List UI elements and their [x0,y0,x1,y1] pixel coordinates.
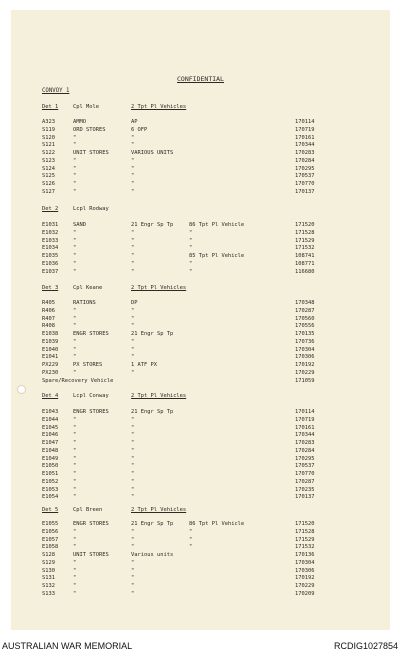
load-cell-c1: S127 [42,188,55,195]
load-row [0,560,401,567]
load-row [0,448,401,455]
load-cell-c5: 170537 [295,173,315,180]
load-cell-c3: " [131,229,135,236]
load-cell-c1: E1056 [42,528,59,535]
load-cell-c2: " [73,253,77,259]
load-cell-c3: " [131,268,135,275]
load-cell-c1: E1039 [42,338,59,345]
load-cell-c1: E1050 [42,463,59,470]
load-cell-c2: " [73,494,77,501]
load-cell-c3: " [131,447,135,454]
load-cell-c3: " [131,471,135,477]
load-cell-c3: " [131,354,135,361]
load-cell-c5: 171532 [295,544,315,551]
load-cell-c1: PX229 [42,362,59,368]
load-row [0,521,401,528]
load-cell-c2: " [73,134,77,141]
detachment-header [0,285,401,292]
load-cell-c5: 170161 [295,134,315,141]
load-cell-c5: 116680 [295,268,315,275]
load-cell-c5: 170229 [295,583,315,589]
load-cell-c5: 171059 [295,377,315,384]
load-cell-c5: 170295 [295,165,315,172]
load-cell-c2: " [73,432,77,439]
load-row [0,354,401,361]
load-cell-c5: 170192 [295,362,315,368]
load-cell-c5: 170348 [295,300,315,306]
load-cell-c5: 170209 [295,590,315,597]
load-row [0,135,401,142]
load-row [0,537,401,544]
load-row [0,425,401,432]
load-cell-c4: " [189,245,193,252]
load-cell-c2: ENGR STORES [73,521,109,527]
load-cell-c3: " [131,536,135,543]
load-row [0,166,401,173]
load-cell-c3: 21 Engr Sp Tp [131,331,174,337]
load-cell-c2: UNIT STORES [73,150,109,156]
load-cell-c2: " [73,528,77,535]
load-cell-c1: E1047 [42,440,59,446]
load-cell-c1: S130 [42,567,55,574]
load-cell-c3: " [131,157,135,164]
load-cell-c3: " [131,165,135,172]
load-cell-c1: S126 [42,181,55,187]
load-cell-c1: PX230 [42,369,59,376]
convoy-label: CONVOY 1 [42,88,70,94]
load-cell-c2: " [73,590,77,597]
load-cell-c3: 21 Engr Sp Tp [131,409,174,415]
load-cell-c1: E1036 [42,260,59,267]
load-cell-c2: PX STORES [73,362,103,368]
load-cell-c3: " [131,424,135,431]
load-cell-c3: " [131,575,135,582]
load-cell-c1: R407 [42,315,55,322]
load-cell-c2: " [73,315,77,322]
load-row [0,331,401,338]
load-cell-c3: " [131,188,135,195]
load-cell-c2: " [73,369,77,376]
load-row [0,591,401,598]
load-cell-c2: " [73,260,77,267]
load-cell-c5: 170287 [295,307,315,314]
load-cell-c1: E1041 [42,354,59,361]
load-cell-c5: 170556 [295,323,315,330]
load-cell-c4: 85 Tpt Pl Vehicle [189,253,245,259]
load-cell-c5: 170137 [295,188,315,195]
load-cell-c5: 170537 [295,463,315,470]
load-cell-c3: " [131,237,135,244]
load-cell-c3: DP [131,300,138,306]
load-cell-c4: " [189,229,193,236]
load-cell-c2: " [73,478,77,485]
load-cell-c2: " [73,354,77,361]
load-cell-c1: E1057 [42,536,59,543]
load-cell-c5: 170304 [295,559,315,566]
load-cell-c5: 170344 [295,142,315,149]
detachment-vehicles: 2 Tpt Pl Vehicles [131,285,187,291]
load-cell-c1: S124 [42,165,55,172]
load-cell-c1: E1053 [42,486,59,493]
load-cell-c2: " [73,463,77,470]
load-cell-c1: S123 [42,157,55,164]
load-cell-c5: 170137 [295,494,315,501]
detachment-header [0,104,401,111]
archive-reference: RCDIG1027854 [333,641,398,651]
load-cell-c5: 170229 [295,369,315,376]
load-cell-c2: SAND [73,222,86,228]
load-cell-c5: 170770 [295,181,315,187]
load-cell-c1: E1049 [42,455,59,462]
load-cell-c4: " [189,260,193,267]
load-cell-c2: " [73,323,77,330]
load-cell-c2: " [73,536,77,543]
load-cell-c3: " [131,583,135,589]
load-cell-c1: Spare/Recovery Vehicle [42,377,114,384]
load-cell-c2: " [73,229,77,236]
load-cell-c5: 170287 [295,478,315,485]
load-cell-c3: " [131,559,135,566]
load-cell-c3: 6 OFP [131,126,148,133]
load-row [0,189,401,196]
load-cell-c3: " [131,478,135,485]
load-cell-c3: " [131,369,135,376]
load-cell-c1: E1037 [42,268,59,275]
load-cell-c5: 171532 [295,245,315,252]
load-cell-c1: E1035 [42,253,59,259]
load-cell-c1: R406 [42,307,55,314]
load-cell-c2: UNIT STORES [73,552,109,558]
load-cell-c5: 108771 [295,260,315,267]
load-cell-c2: " [73,181,77,187]
detachment-det: Det 1 [42,104,59,110]
load-cell-c3: 1 ATF PX [131,362,157,368]
load-row [0,463,401,470]
archive-footer [0,640,401,654]
load-row [0,300,401,307]
load-cell-c4: 86 Tpt Pl Vehicle [189,521,245,527]
load-cell-c2: " [73,471,77,477]
load-row [0,173,401,180]
load-cell-c3: " [131,455,135,462]
load-cell-c3: " [131,528,135,535]
load-cell-c5: 171520 [295,521,315,527]
load-cell-c1: S125 [42,173,55,180]
detachment-header [0,206,401,213]
load-cell-c3: " [131,544,135,551]
load-row [0,440,401,447]
load-cell-c5: 170192 [295,575,315,582]
load-cell-c2: " [73,440,77,446]
load-cell-c2: AMMO [73,119,86,125]
load-cell-c2: " [73,575,77,582]
load-cell-c1: E1038 [42,331,59,337]
load-row [0,222,401,229]
load-cell-c1: E1052 [42,478,59,485]
load-cell-c4: " [189,268,193,275]
detachment-header [0,393,401,400]
load-cell-c5: 171520 [295,222,315,228]
load-cell-c3: " [131,416,135,423]
load-cell-c1: S120 [42,134,55,141]
load-cell-c1: E1051 [42,471,59,477]
load-cell-c5: 170283 [295,150,315,156]
load-cell-c1: S129 [42,559,55,566]
load-cell-c1: E1044 [42,416,59,423]
load-cell-c1: S128 [42,552,55,558]
load-cell-c2: " [73,338,77,345]
load-row [0,308,401,315]
load-cell-c4: " [189,544,193,551]
archive-name: AUSTRALIAN WAR MEMORIAL [2,641,133,651]
load-cell-c1: S132 [42,583,55,589]
load-row [0,347,401,354]
load-row [0,142,401,149]
load-cell-c3: " [131,463,135,470]
load-cell-c3: AP [131,119,138,125]
load-cell-c2: " [73,188,77,195]
detachment-name: Cpl Keane [73,285,103,291]
load-cell-c3: " [131,260,135,267]
load-cell-c1: E1034 [42,245,59,252]
load-row [0,127,401,134]
load-cell-c2: " [73,157,77,164]
load-cell-c1: A323 [42,119,55,125]
load-cell-c2: " [73,307,77,314]
load-cell-c3: " [131,142,135,149]
load-cell-c3: 21 Engr Sp Tp [131,521,174,527]
load-cell-c5: 170736 [295,338,315,345]
load-cell-c2: " [73,583,77,589]
load-row [0,150,401,157]
load-cell-c2: " [73,424,77,431]
load-cell-c5: 170719 [295,126,315,133]
load-cell-c5: 171529 [295,536,315,543]
load-cell-c2: " [73,416,77,423]
load-cell-c2: " [73,559,77,566]
detachment-vehicles: 2 Tpt Pl Vehicles [131,104,187,110]
detachment-det: Det 2 [42,206,59,212]
load-row [0,245,401,252]
load-row [0,456,401,463]
load-cell-c4: 86 Tpt Pl Vehicle [189,222,245,228]
load-row [0,487,401,494]
load-cell-c4: " [189,528,193,535]
load-cell-c3: " [131,173,135,180]
load-row [0,409,401,416]
load-row [0,230,401,237]
load-cell-c3: " [131,181,135,187]
load-cell-c5: 170283 [295,440,315,446]
load-cell-c2: " [73,165,77,172]
detachment-det: Det 3 [42,285,59,291]
load-row [0,494,401,501]
load-cell-c3: " [131,315,135,322]
load-cell-c5: 170306 [295,567,315,574]
load-row [0,552,401,559]
load-cell-c2: " [73,245,77,252]
load-cell-c5: 170306 [295,354,315,361]
load-cell-c3: " [131,253,135,259]
load-cell-c1: S119 [42,126,55,133]
load-cell-c5: 171529 [295,237,315,244]
load-cell-c1: S122 [42,150,55,156]
detachment-header [0,507,401,514]
load-cell-c5: 170136 [295,552,315,558]
load-cell-c2: " [73,447,77,454]
load-row [0,471,401,478]
load-row [0,158,401,165]
load-cell-c2: " [73,455,77,462]
load-cell-c2: ENGR STORES [73,409,109,415]
load-row [0,323,401,330]
detachment-det: Det 4 [42,393,59,399]
detachment-name: Cpl Mole [73,104,99,110]
load-cell-c4: " [189,536,193,543]
load-cell-c1: E1033 [42,237,59,244]
load-cell-c3: " [131,494,135,501]
load-cell-c2: " [73,567,77,574]
load-cell-c5: 171528 [295,229,315,236]
load-cell-c2: " [73,237,77,244]
load-cell-c1: E1045 [42,424,59,431]
detachment-name: Lcpl Rodway [73,206,109,212]
load-cell-c2: " [73,346,77,353]
load-cell-c2: " [73,544,77,551]
detachment-det: Det 5 [42,507,59,513]
detachment-name: Cpl Breen [73,507,103,513]
load-cell-c5: 108741 [295,253,315,259]
load-cell-c1: S133 [42,590,55,597]
load-row [0,575,401,582]
load-cell-c3: " [131,307,135,314]
load-cell-c5: 170719 [295,416,315,423]
classification-heading: CONFIDENTIAL [177,75,224,83]
load-cell-c2: RATIONS [73,300,96,306]
load-cell-c1: E1055 [42,521,59,527]
load-row [0,119,401,126]
load-cell-c5: 170770 [295,471,315,477]
load-row [0,432,401,439]
load-cell-c1: E1040 [42,346,59,353]
load-cell-c5: 170235 [295,486,315,493]
load-row [0,370,401,377]
load-cell-c1: E1046 [42,432,59,439]
load-cell-c5: 170161 [295,424,315,431]
load-row [0,568,401,575]
load-row [0,261,401,268]
load-cell-c2: " [73,486,77,493]
load-cell-c1: E1054 [42,494,59,501]
load-cell-c1: E1031 [42,222,59,228]
load-row [0,253,401,260]
load-cell-c2: " [73,142,77,149]
load-cell-c3: " [131,567,135,574]
load-row [0,339,401,346]
load-cell-c1: E1058 [42,544,59,551]
load-cell-c2: " [73,173,77,180]
load-cell-c1: E1032 [42,229,59,236]
load-row [0,378,401,385]
load-cell-c5: 170114 [295,119,315,125]
load-row [0,417,401,424]
load-cell-c2: ORD STORES [73,126,106,133]
load-cell-c2: ENGR STORES [73,331,109,337]
load-cell-c1: R408 [42,323,55,330]
detachment-vehicles: 2 Tpt Pl Vehicles [131,507,187,513]
load-row [0,238,401,245]
load-cell-c5: 170344 [295,432,315,439]
load-cell-c1: E1043 [42,409,59,415]
load-row [0,362,401,369]
load-cell-c5: 170295 [295,455,315,462]
load-cell-c5: 170284 [295,447,315,454]
load-cell-c3: " [131,323,135,330]
load-row [0,316,401,323]
load-cell-c3: 21 Engr Sp Tp [131,222,174,228]
load-row [0,583,401,590]
load-row [0,544,401,551]
load-cell-c5: 170284 [295,157,315,164]
load-cell-c3: Various units [131,552,174,558]
load-cell-c5: 171528 [295,528,315,535]
load-cell-c1: S121 [42,142,55,149]
load-cell-c3: " [131,245,135,252]
load-cell-c3: " [131,134,135,141]
load-cell-c3: " [131,440,135,446]
load-row [0,479,401,486]
load-cell-c3: " [131,338,135,345]
load-row [0,529,401,536]
load-cell-c5: 170114 [295,409,315,415]
detachment-vehicles: 2 Tpt Pl Vehicles [131,393,187,399]
load-cell-c5: 170304 [295,346,315,353]
load-cell-c4: " [189,237,193,244]
load-cell-c5: 170560 [295,315,315,322]
detachment-name: Lcpl Conway [73,393,109,399]
load-cell-c1: R405 [42,300,55,306]
load-cell-c1: S131 [42,575,55,582]
load-cell-c3: " [131,486,135,493]
load-cell-c3: " [131,590,135,597]
load-cell-c2: " [73,268,77,275]
load-cell-c3: " [131,346,135,353]
load-row [0,181,401,188]
load-row [0,269,401,276]
load-cell-c5: 170135 [295,331,315,337]
load-cell-c3: VARIOUS UNITS [131,150,174,156]
load-cell-c1: E1048 [42,447,59,454]
load-cell-c3: " [131,432,135,439]
